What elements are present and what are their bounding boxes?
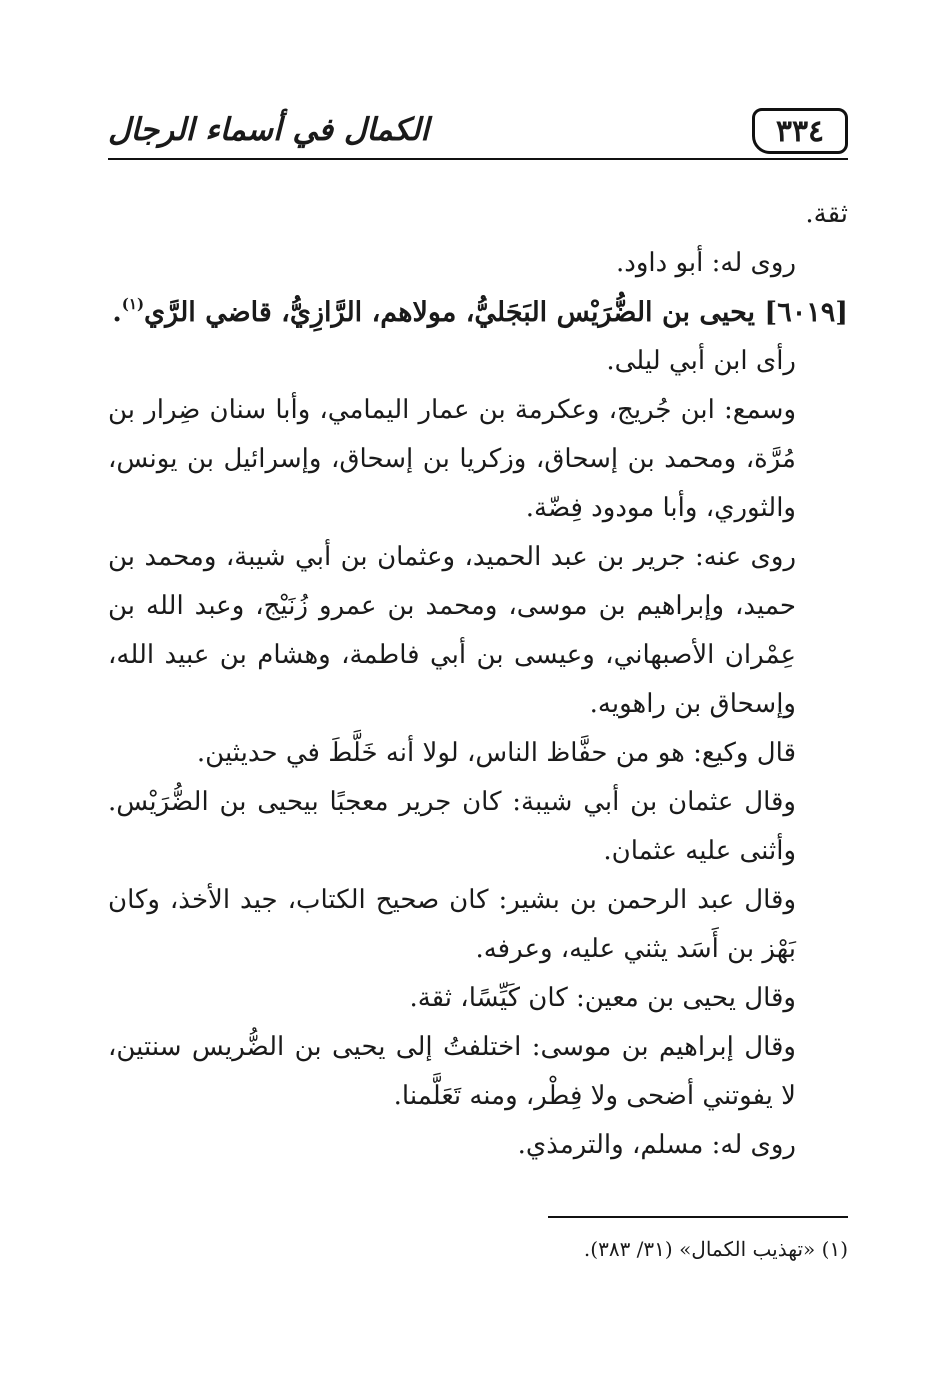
header-rule bbox=[108, 158, 848, 160]
paragraph-narrated-by: روى له: مسلم، والترمذي. bbox=[517, 1130, 796, 1160]
paragraph-ibrahim: وقال إبراهيم بن موسى: اختلفتُ إلى يحيى بن الضُّريس سنتين، لا يفوتني أضحى ولا فِطْر، ومنه تَعَلَّمنا. bbox=[108, 1032, 796, 1111]
paragraph-ibn-maeen: وقال يحيى بن معين: كان كَيِّسًا، ثقة. bbox=[409, 983, 796, 1013]
paragraph-saw: رأى ابن أبي ليلى. bbox=[606, 346, 796, 376]
paragraph-heard: وسمع: ابن جُريج، وعكرمة بن عمار اليمامي، وأبا سنان ضِرار بن مُرَّة، ومحمد بن إسحاق، وزكريا بن إسحاق، وإسرائيل بن يونس، والثوري، وأبا مودود فِضّة. bbox=[108, 395, 796, 523]
paragraph-prev-narrated: روى له: أبو داود. bbox=[616, 248, 796, 278]
paragraph-waki: قال وكيع: هو من حفَّاظ الناس، لولا أنه خَلَّطَ في حديثين. bbox=[196, 738, 796, 768]
main-text bbox=[108, 190, 848, 1170]
paragraph-uthman: وقال عثمان بن أبي شيبة: كان جرير معجبًا بيحيى بن الضُّرَيْس. وأثنى عليه عثمان. bbox=[108, 787, 796, 866]
paragraph-prev-end: ثقة. bbox=[805, 199, 848, 229]
entry-number: [٦٠١٩] bbox=[764, 297, 848, 328]
book-title: الكمال في أسماء الرجال bbox=[108, 112, 429, 148]
entry-name: يحيى بن الضُّرَيْس البَجَليُّ، مولاهم، الرَّازِيُّ، قاضي الرَّي bbox=[144, 297, 756, 328]
page-number: ٣٣٤ bbox=[752, 108, 848, 154]
entry-end: . bbox=[112, 297, 122, 328]
paragraph-narrated-from-him: روى عنه: جرير بن عبد الحميد، وعثمان بن أبي شيبة، ومحمد بن حميد، وإبراهيم بن موسى، ومحمد بن عمرو زُنَيْج، وعبد الله بن عِمْران الأصبهاني، وعيسى بن أبي فاطمة، وهشام بن عبيد الله، وإسحاق بن راهويه. bbox=[108, 542, 796, 719]
footnote-rule bbox=[548, 1216, 848, 1218]
entry-heading bbox=[108, 288, 848, 337]
footnote: (١) «تهذيب الكمال» (٣١/ ٣٨٣). bbox=[583, 1237, 848, 1261]
page-header bbox=[108, 108, 848, 160]
footnote-mark[interactable]: (١) bbox=[121, 295, 145, 313]
paragraph-abdulrahman: وقال عبد الرحمن بن بشير: كان صحيح الكتاب، جيد الأخذ، وكان بَهْز بن أَسَد يثني عليه، وعرفه. bbox=[108, 885, 796, 964]
